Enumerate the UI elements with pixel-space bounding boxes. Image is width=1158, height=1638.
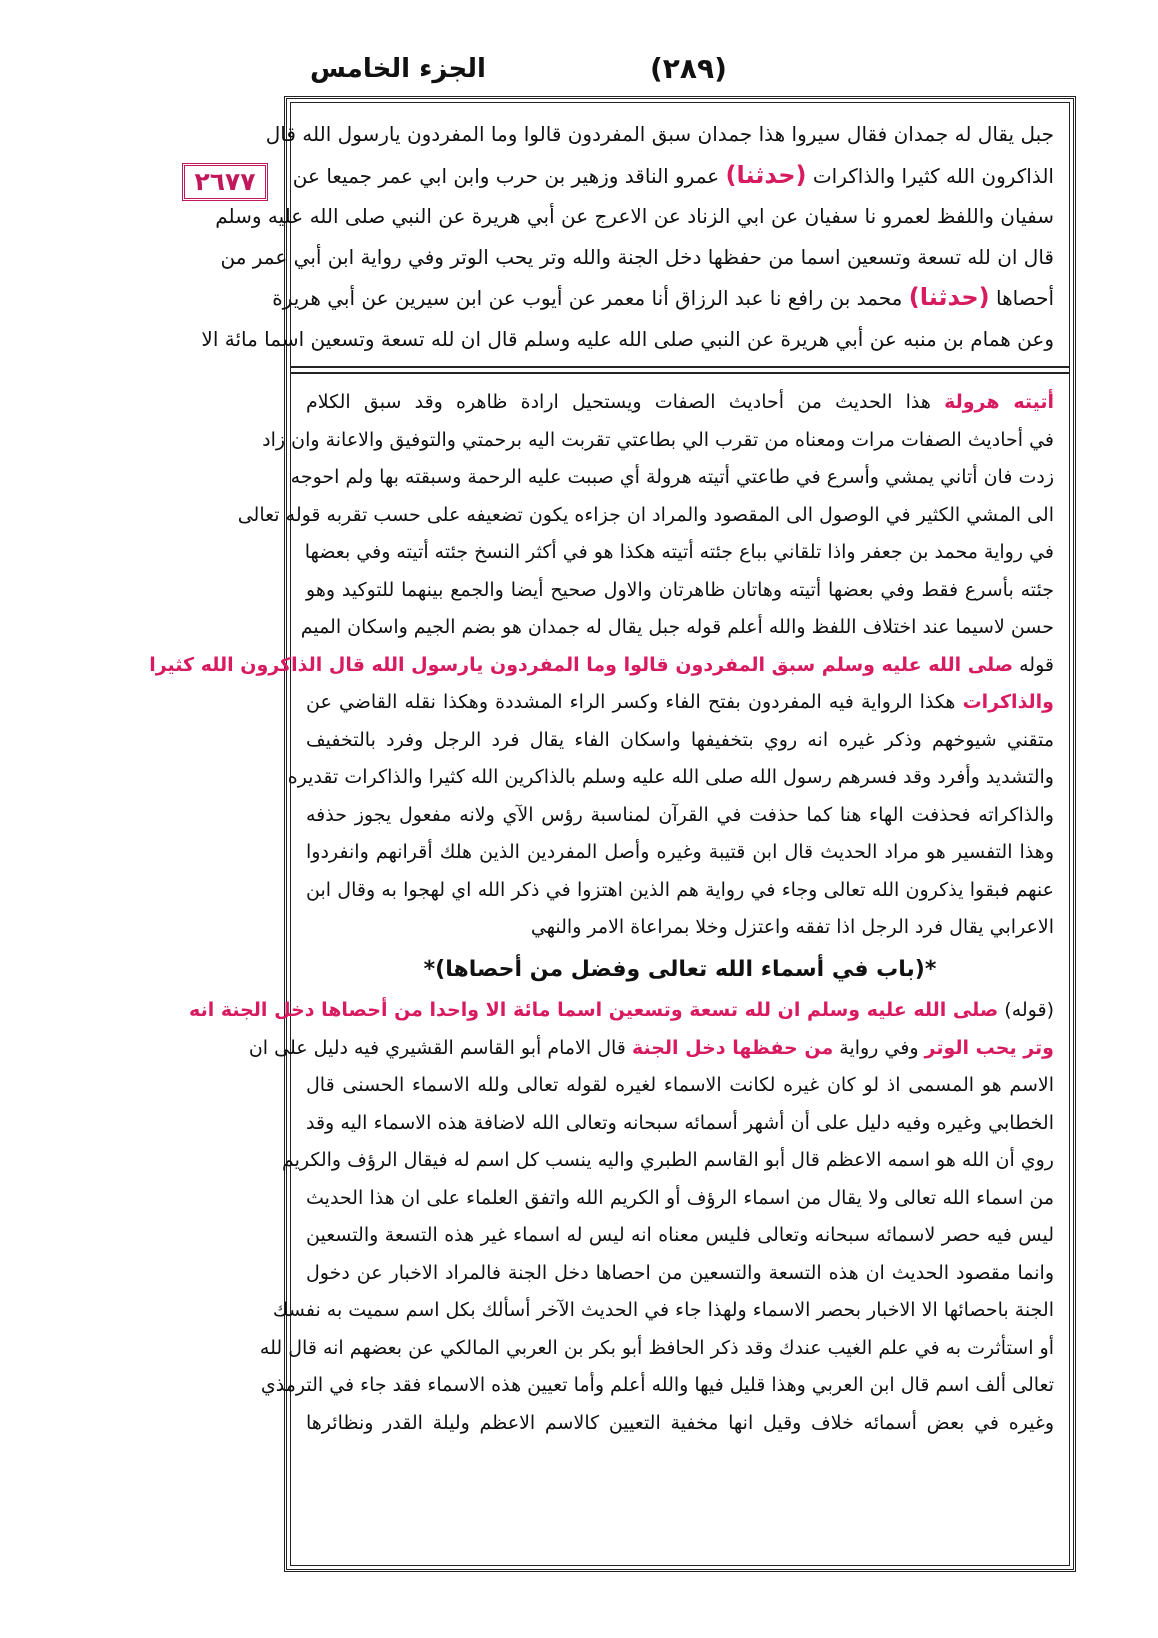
text-run: أحصاها [989, 286, 1054, 310]
volume-title: الجزء الخامس [310, 54, 486, 84]
commentary-line [306, 909, 1054, 947]
commentary-line [306, 1405, 1054, 1443]
text-run: وفي رواية [833, 1036, 925, 1059]
text-run: عمرو الناقد وزهير بن حرب وابن ابي عمر جميعا عن [292, 163, 726, 188]
text-run: وانما مقصود الحديث ان هذه التسعة والتسعين من احصاها دخل الجنة فالمراد الاخبار عن دخول [306, 1261, 1054, 1284]
text-run: جبل يقال له جمدان فقال سيروا هذا جمدان سبق المفردون قالوا وما المفردون يارسول الله قال [265, 122, 1054, 146]
text-run: والتشديد وأفرد وقد فسرهم رسول الله صلى الله عليه وسلم بالذاكرين الله كثيرا والذاكرات تقديره [287, 766, 1054, 788]
hadith-number-badge: ٢٦٧٧ [182, 163, 268, 201]
quoted-phrase: وتر يحب الوتر [924, 1036, 1054, 1059]
commentary-line [306, 1067, 1054, 1105]
text-run: متقني شيوخهم وذكر غيره انه روي بتخفيفها واسكان الفاء يقال فرد الرجل وفرد بالتخفيف [306, 728, 1054, 751]
hadith-line [201, 319, 1054, 360]
commentary-line [248, 1030, 1054, 1068]
narration-keyword: (حدثنا) [908, 283, 990, 311]
commentary-line [259, 1330, 1054, 1368]
text-run: زدت فان أتاني يمشي وأسرع في طاعتي أتيته هرولة أي صببت عليه الرحمة وسبقته بها ولم احوجه [290, 466, 1054, 488]
quoted-phrase: من حفظها دخل الجنة [631, 1036, 834, 1059]
hadith-line [265, 114, 1054, 155]
text-run: من اسماء الله تعالى ولا يقال من اسماء الرؤف أو الكريم الله واتفق العلماء على ان هذا الحديث [306, 1186, 1054, 1209]
commentary-line [306, 834, 1054, 872]
narration-keyword: (حدثنا) [725, 160, 807, 189]
chapter-heading: *(باب في أسماء الله تعالى وفضل من أحصاها)* [423, 956, 937, 982]
commentary-line [189, 992, 1054, 1030]
commentary-line [306, 1217, 1054, 1255]
text-run: قال ان لله تسعة وتسعين اسما من حفظها دخل الجنة والله وتر يحب الوتر وفي رواية ابن أبي عمر من [220, 244, 1054, 269]
commentary-line [260, 1367, 1054, 1405]
page-number: (٢٨٩) [650, 52, 727, 85]
text-run: تعالى ألف اسم قال ابن العربي وهذا قليل فيها والله أعلم وأما تعيين هذه الاسماء فقد جاء في الترمذي [260, 1374, 1054, 1396]
commentary-line [306, 384, 1054, 422]
commentary-section [149, 384, 1054, 1558]
text-run: الخطابي وغيره وفيه دليل على أن أشهر أسمائه سبحانه وتعالى الله لاضافة هذه الاسماء اليه وقد [306, 1111, 1054, 1134]
commentary-line [306, 684, 1054, 722]
text-run: الذاكرون الله كثيرا والذاكرات [806, 163, 1054, 188]
text-run: الاسم هو المسمى اذ لو كان غيره لكانت الاسماء لغيره لقوله تعالى ولله الاسماء الحسنى قال [306, 1074, 1054, 1096]
hadith-line [215, 196, 1054, 237]
quoted-phrase: صلى الله عليه وسلم سبق المفردون قالوا وما المفردون يارسول الله قال الذاكرون الله كثيرا [149, 653, 1014, 676]
text-run: وغيره في بعض أسمائه خلاف وقيل انها مخفية التعيين كالاسم الاعظم وليلة القدر ونظائرها [306, 1411, 1054, 1434]
hadith-line [292, 155, 1054, 197]
text-run: في رواية محمد بن جعفر واذا تلقاني بباع جئته أتيته هكذا هو في أكثر النسخ جئته أتيته وفي بعضها [304, 541, 1054, 563]
text-run: قال الامام أبو القاسم القشيري فيه دليل على ان [248, 1036, 632, 1059]
commentary-line [306, 572, 1054, 610]
text-run: في أحاديث الصفات مرات ومعناه من تقرب الي بطاعتي تقربت اليه برحمتي والتوفيق والاعانة وان زاد [262, 428, 1054, 451]
quoted-phrase: صلى الله عليه وسلم ان لله تسعة وتسعين اسما مائة الا واحدا من أحصاها دخل الجنة انه [189, 999, 999, 1021]
text-run: هذا الحديث من أحاديث الصفات ويستحيل ارادة ظاهره وقد سبق الكلام [306, 391, 945, 413]
quoted-phrase: والذاكرات [962, 691, 1054, 713]
text-run: سفيان واللفظ لعمرو نا سفيان عن ابي الزناد عن الاعرج عن أبي هريرة عن النبي صلى الله عليه وسلم [215, 204, 1054, 228]
page-header [0, 52, 1158, 96]
commentary-line [306, 722, 1054, 760]
text-run: جئته بأسرع فقط وفي بعضها أتيته وهاتان ظاهرتان والاول صحيح أيضا والجمع بينهما للتوكيد وهو [306, 578, 1054, 601]
text-run: قوله [1013, 653, 1054, 676]
text-run: الى المشي الكثير في الوصول الى المقصود والمراد ان جزاءه يكون تضعيفه على حسب تقربه قوله تعالى [237, 503, 1054, 526]
commentary-line [287, 759, 1054, 797]
commentary-line [149, 647, 1054, 685]
commentary-line [306, 1180, 1054, 1218]
text-run: روي أن الله هو اسمه الاعظم قال أبو القاسم الطبري واليه ينسب كل اسم له فيقال الرؤف والكريم [281, 1149, 1054, 1171]
commentary-line [262, 422, 1054, 460]
text-run: وهذا التفسير هو مراد الحديث قال ابن قتيبة وغيره وأصل المفردين الذين هلك أقرانهم وانفردوا [306, 841, 1054, 863]
commentary-line [306, 1255, 1054, 1293]
hadith-line [272, 277, 1054, 319]
text-run: محمد بن رافع نا عبد الرزاق أنا معمر عن أيوب عن ابن سيرين عن أبي هريرة [272, 286, 909, 310]
text-run: ليس فيه حصر لاسمائه سبحانه وتعالى فليس معناه انه ليس له اسماء غير هذه التسعة والتسعين [306, 1224, 1054, 1246]
commentary-line [300, 609, 1054, 647]
commentary-line [281, 1142, 1054, 1180]
commentary-line [237, 497, 1054, 535]
text-run: الجنة باحصائها الا الاخبار بحصر الاسماء ولهذا جاء في الحديث الآخر أسألك بكل اسم سميت به نفسك [272, 1299, 1054, 1321]
section-divider [290, 366, 1070, 374]
commentary-line [306, 534, 1054, 572]
commentary-line [306, 872, 1054, 910]
commentary-line [306, 1105, 1054, 1143]
commentary-line [272, 1292, 1054, 1330]
text-run: عنهم فبقوا يذكرون الله تعالى وجاء في رواية هم الذين اهتزوا في ذكر الله اي لهجوا به وقال ابن [306, 878, 1054, 901]
text-run: الاعرابي يقال فرد الرجل اذا تفقه واعتزل وخلا بمراعاة الامر والنهي [530, 916, 1054, 938]
text-run: وعن همام بن منبه عن أبي هريرة عن النبي صلى الله عليه وسلم قال ان لله تسعة وتسعين اسما مائة الا [201, 326, 1054, 351]
text-run: (قوله) [998, 999, 1054, 1021]
text-run: والذاكراته فحذفت الهاء هنا كما حذفت في القرآن لمناسبة رؤس الآي ولانه مفعول يجوز حذفه [306, 803, 1054, 826]
text-run: حسن لاسيما عند اختلاف اللفظ والله أعلم قوله جبل يقال له جمدان هو بضم الجيم واسكان الميم [300, 616, 1054, 638]
commentary-line [306, 797, 1054, 835]
quoted-phrase: أتيته هرولة [944, 391, 1054, 413]
commentary-line [290, 459, 1054, 497]
text-run: هكذا الرواية فيه المفردون بفتح الفاء وكسر الراء المشددة وهكذا نقله القاضي عن [306, 691, 963, 713]
text-run: أو استأثرت به في علم الغيب عندك وقد ذكر الحافظ أبو بكر بن العربي المالكي عن بعضهم انه قال لله [259, 1336, 1054, 1359]
hadith-line [220, 237, 1054, 278]
